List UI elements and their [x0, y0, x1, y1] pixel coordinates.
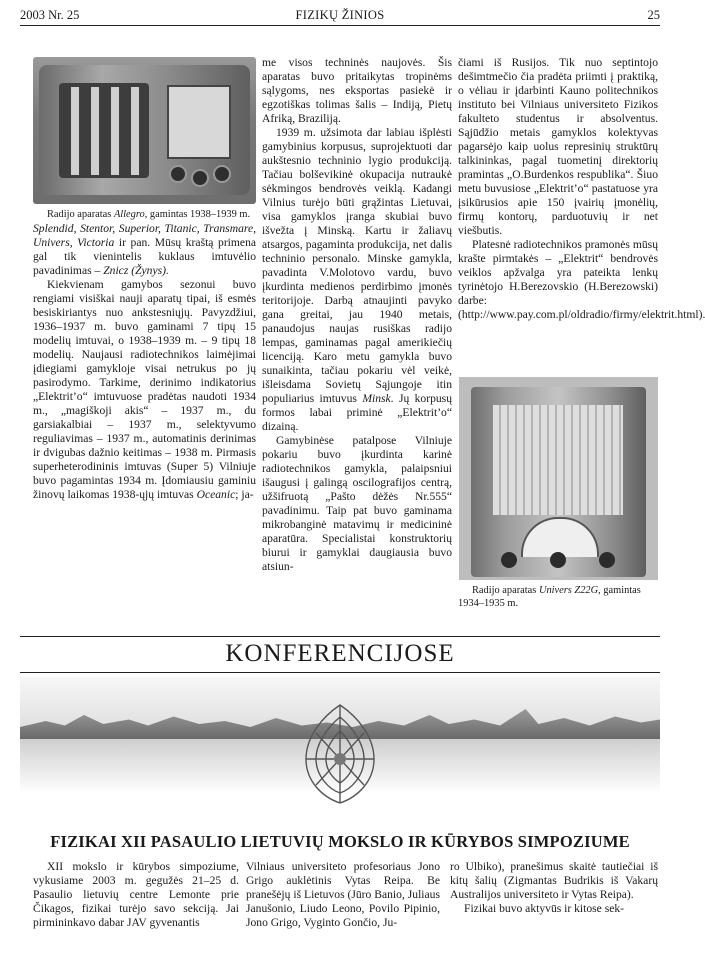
article-column-2 — [246, 860, 440, 930]
paragraph: Fizikai buvo aktyvūs ir kitose sek- — [464, 902, 625, 915]
radio-knob — [191, 169, 209, 187]
radio-knob — [501, 552, 517, 568]
conference-banner-image — [20, 677, 660, 817]
issue-label: 2003 Nr. 25 — [20, 8, 80, 22]
radio-slat — [131, 87, 139, 175]
paragraph: me visos techninės naujovės. Šis aparatas buvo pritaikytas tropinėms sąlygoms, nes eksportas pasiekė ir egzotiškas tolimas šalis – Indiją, Pietų Afriką, Braziliją. — [262, 56, 452, 125]
radio-knob — [169, 165, 187, 183]
column-1 — [33, 209, 256, 502]
paragraph: ro Ulbiko), pranešimus skaitė tautiečiai iš kitų šalių (Zigmantas Budrikis iš Vakarų Australijos universiteto ir Vytas Reipa). — [450, 860, 658, 901]
reference-url: (http://www.pay.com.pl/oldradio/firmy/elektrit.html). — [458, 308, 705, 321]
journal-title: FIZIKŲ ŽINIOS — [295, 8, 385, 22]
article-column-3 — [450, 860, 658, 916]
article-title: FIZIKAI XII PASAULIO LIETUVIŲ MOKSLO IR KŪRYBOS SIMPOZIUME — [50, 832, 630, 851]
section-rule-top — [20, 636, 660, 637]
paragraph: Kiekvienam gamybos sezonui buvo rengiami visiškai nauji aparatų tipai, iš esmės besiskiriantys nuo ankstesniųjų. Pavyzdžiui, 1936–1937 m. buvo gaminami 7 tipų 15 modelių imtuvai, o 1938–1939 m. – 9 tipų 18 modelių. Naujausi radiotechnikos laimėjimai įdiegiami gamykloje visai netrukus po jų pasirodymo. Tarkime, derinimo indikatorius „Elektrit’o“ imtuvuose pradėtas naudoti 1934 m., „magiškoji akis“ – 1937 m., du garsiakalbiai – 1937 m., selektyvumo reguliavimas – 1937 m., automatinis derinimas ir dvigubas dažnio keitimas – 1938 m. Pirmasis superheterodininis imtuvas (Super 5) Vilniuje buvo pagamintas 1934 m. Įdomiausiu gaminiu žinovų laikomas 1938-ųjų imtuvas Oceanic; ja- — [33, 277, 256, 501]
radio-slat — [111, 87, 119, 175]
paragraph: XII mokslo ir kūrybos simpoziume, vykusiame 2003 m. gegužės 21–25 d. Pasaulio lietuvių centre Lemonte prie Čikagos, fizikai turėjo savo sekciją. Jai pirmininkavo dabar JAV gyvenantis — [33, 860, 239, 929]
radio-speaker-grille — [493, 405, 623, 515]
radio-cabinet — [471, 387, 646, 577]
radio-dial-scale — [167, 85, 231, 159]
radio-dial-scale — [521, 517, 599, 557]
column-3-caption — [458, 585, 658, 610]
paragraph: čiami iš Rusijos. Tik nuo septintojo dešimtmečio čia pradėta priimti į praktiką, o vėliau ir įdarbinti Kauno politechnikos instituto bei Vilniaus universiteto Fizikos fakulteto studentus ir absolventus. Sąjūdžio metais gamyklos kolektyvas pagarsėjo kaip uolus represinių struktūrų talkininkas, pagal tuometinį direktorių pramintas „O.Burdenkos respublika“. Šiuo metu buvusiose „Elektrit’o“ pastatuose yra įsikūrusios apie 150 įvairių įmonėlių, firmų kontorų, parduotuvių ir net viešbutis. — [458, 56, 658, 237]
photo-caption-univers: Radijo aparatas Univers Z22G, gamintas 1934–1935 m. — [458, 585, 641, 609]
radio-knob — [213, 165, 231, 183]
section-title: KONFERENCIJOSE — [225, 640, 455, 667]
paragraph: Splendid, Stentor, Superior, Titanic, Transmare, Univers, Victoria ir pan. Mūsų kraštą primena gal tik vienintelis kuklaus imtuvėlio pavadinimas – Znicz (Žynys). — [33, 221, 257, 277]
radio-knob — [550, 552, 566, 568]
paragraph: 1939 m. užsimota dar labiau išplėsti gamybinius korpusus, suprojektuoti dar aukštesnio techninio lygio produkciją. Tačiau bolševikinė okupacija nutraukė sėkmingos bendrovės veiklą. Kadangi Vilnius turėjo būti grąžintas Lietuvai, visa gamyklos įranga skubiai buvo išvežta į Minską. Kartu ir žaliavų atsargos, pagaminta produkcija, net dalis techninio personalo. Minske gamykla, pavadinta V.Molotovo vardu, buvo įkurdinta medienos perdirbimo įmonės teritorijoje. Darbą atnaujinti pavyko gana greitai, jau 1940 metais, panaudojus naujas rusiškas radijo lempas, gaminamas pagal amerikiečių licenciją. Karo metu gamykla buvo sunaikinta, tačiau pokariu vėl veikė, išleisdama Sovietų Sąjungoje itin populiarius imtuvus Minsk. Jų korpusų formos labai priminė „Elektrit’o“ dizainą. — [262, 126, 452, 433]
radio-knob — [599, 552, 615, 568]
header-rule — [20, 25, 660, 26]
symposium-emblem-icon — [288, 697, 392, 809]
photo-allegro-radio — [33, 57, 256, 204]
radio-cabinet — [39, 65, 250, 195]
article-column-1 — [33, 860, 239, 930]
photo-caption-allegro: Radijo aparatas Allegro, gamintas 1938–1939 m. — [47, 209, 251, 220]
section-rule-bottom — [20, 672, 660, 673]
column-2 — [262, 56, 452, 574]
radio-slat — [71, 87, 79, 175]
paragraph: Platesnė radiotechnikos pramonės mūsų krašte pirmtakės – „Elektrit“ bendrovės veiklos apžvalga yra pateikta lenkų tyrinėtojo H.Berezovskio (H.Berezowski) darbe: — [458, 238, 658, 307]
radio-slat — [91, 87, 99, 175]
page-number: 25 — [647, 8, 660, 22]
photo-univers-radio — [459, 377, 658, 580]
paragraph: Vilniaus universiteto profesoriaus Jono Grigo auklėtinis Vytas Reipa. Be pranešėjų iš Lietuvos (Jūro Banio, Juliaus Janušonio, Liudo Leono, Povilo Pipinio, Jono Grigo, Vyginto Gončio, Ju- — [246, 860, 440, 929]
column-3 — [458, 56, 705, 322]
page-header — [20, 6, 660, 26]
paragraph: Gamybinėse patalpose Vilniuje pokariu buvo įkurdinta karinė radiotechnikos gamykla, palaipsniui išaugusi į galingą oscilografijos centrą, užšifruotą „Pašto dėžės Nr.555“ pavadinimu. Taip pat buvo gaminama mikrobanginė matavimų ir medicininė aparatūra. Specialistai konstruktorių biurui ir gamyklai daugiausia buvo atsiun- — [262, 434, 452, 573]
